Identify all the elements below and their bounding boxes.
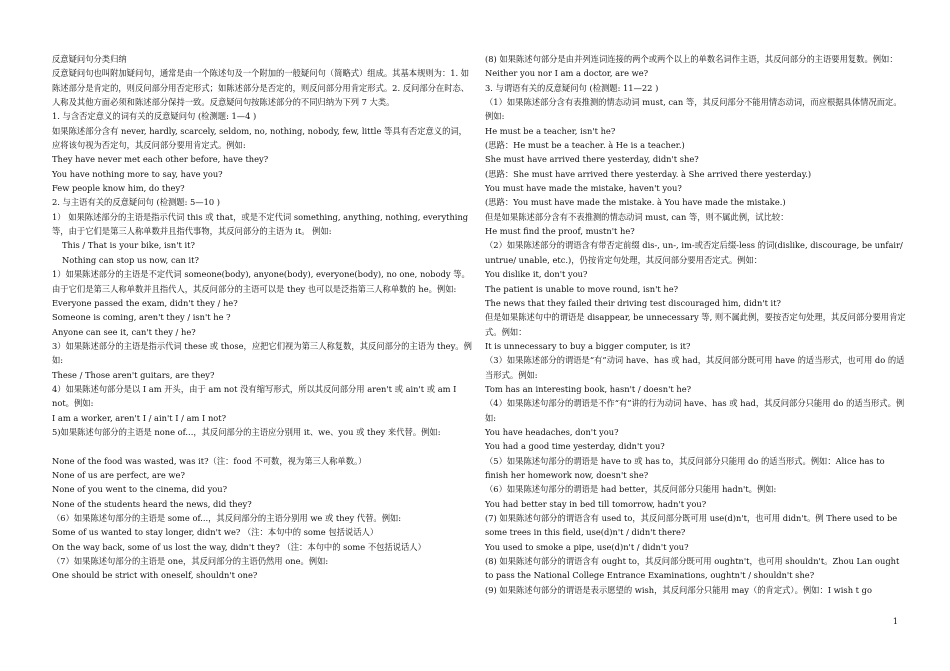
text-line: 反意疑问句分类归纳 [52,54,127,64]
text-line: （2）如果陈述部分的谓语含有带否定前缀 dis-, un-, im-或否定后缀-less 的词(dislike, discourage, be unfair/ untrue/ unable, etc.)，仍按肯定句处理，其反问部分要用否定式。例如： [485,240,903,265]
text-line: 4）如果陈述句部分是以 I am 开头，由于 am not 没有缩写形式，所以其反问部分用 aren't 或 ain't 或 am I not。例如: [52,383,457,409]
text-line: 但是如果陈述部分含有不表推测的情态动词 must, can 等，则不属此例，试比较： [485,211,789,222]
text-line: 反意疑问句也叫附加疑问句，通常是由一个陈述句及一个附加的一般疑问句（简略式）组成。其基本规则为：1. 如陈述部分是肯定的，则反问部分用否定形式；如陈述部分是否定的，则反问部分用肯定形式。2. 反问部分在时态、人称及其他方面必须和陈述部分保持一致。反意疑问句按陈述部分的不同归纳为下列 7 大类。 [52,68,470,108]
text-line: Everyone passed the exam, didn't they / he? [52,297,238,308]
text-line: Someone is coming, aren't they / isn't he ? [52,312,231,323]
text-line: （1）如果陈述部分含有表推测的情态动词 must, can 等，其反问部分不能用情态动词，而应根据具体情况而定。例如: [485,97,902,122]
text-line: You must have made the mistake, haven't you? [485,183,682,194]
text-line: （6）如果陈述句部分的谓语是 had better，其反问部分只能用 hadn't。例如: [485,484,777,495]
text-line: （7）如果陈述句部分的主语是 one，其反问部分的主语仍然用 one。例如: [52,556,329,567]
text-line: None of the food was wasted, was it?（注：food 不可数，视为第三人称单数。） [52,455,367,466]
text-line: Tom has an interesting book, hasn't / doesn't he? [485,383,692,394]
text-line: I am a worker, aren't I / ain't I / am I not? [52,412,227,423]
text-line: Neither you nor I am a doctor, are we? [485,68,649,79]
text-line: (8) 如果陈述句部分的谓语含有 ought to，其反问部分既可用 oughtn't，也可用 shouldn't。Zhou Lan ought to pass the National College Entrance Examinations, oughtn't / shouldn't she? [485,556,900,581]
text-line: 如果陈述部分含有 never, hardly, scarcely, seldom, no, nothing, nobody, few, little 等具有否定意义的词，应将该句视为否定句，其反问部分要用肯定式。例如: [52,125,467,151]
text-line: None of you went to the cinema, did you? [52,484,228,495]
text-line: (思路：You must have made the mistake. à You have made the mistake.) [485,197,786,208]
text-line: (思路：He must be a teacher. à He is a teacher.) [485,140,685,151]
text-line: （6）如果陈述句部分的主语是 some of...，其反问部分的主语分别用 we 或 they 代替。例如: [52,513,402,523]
text-line: 1. 与含否定意义的词有关的反意疑问句 (检测题: 1—4 ) [52,111,257,122]
text-line: （3）如果陈述部分的谓语是“有”动词 have、has 或 had，其反问部分既可用 have 的适当形式，也可用 do 的适当形式。例如: [485,355,905,380]
text-line: (9) 如果陈述句部分的谓语是表示愿望的 wish，其反问部分只能用 may（的肯定式）。例如：I wish t go [485,584,872,595]
text-line: The patient is unable to move round, isn't he? [485,283,679,294]
text-line: On the way back, some of us lost the way, didn't they? （注：本句中的 some 不包括说话人） [52,541,426,552]
text-line: (思路：She must have arrived there yesterday. à She arrived there yesterday.) [485,168,812,179]
text-line: 1） 如果陈述部分的主语是指示代词 this 或 that，或是不定代词 something, anything, nothing, everything 等，由于它们是第三人称单数并且指代事物，其反问部分的主语为 it。 例如: [52,211,469,237]
text-line: He must find the proof, mustn't he? [485,226,635,237]
text-line: 但是如果陈述句中的谓语是 disappear, be unnecessary 等, 则不属此例，要按否定句处理，其反问部分要用肯定式。例如： [485,312,906,337]
text-line: None of the students heard the news, did they? [52,498,252,509]
text-line: 2. 与主语有关的反意疑问句 (检测题: 5—10 ) [52,197,221,208]
text-line: Some of us wanted to stay longer, didn't we? （注：本句中的 some 包括说话人） [52,527,379,538]
text-line: These / Those aren't guitars, are they? [52,369,215,380]
text-line: 1）如果陈述部分的主语是不定代词 someone(body), anyone(body), everyone(body), no one, nobody 等。由于它们是第三人称单数并且指代人，其反问部分的主语可以是 they 也可以是泛指第三人称单数的 he。例如: [52,269,470,294]
text-line: You dislike it, don't you? [485,269,588,280]
text-line: You have headaches, don't you? [485,426,619,437]
blank-line [52,439,474,453]
text-line: You had better stay in bed till tomorrow, hadn't you? [485,498,707,509]
text-line: (7) 如果陈述句部分的谓语含有 used to，其反问部分既可用 use(d)n't，也可用 didn't。例 There used to be some trees in this field, use(d)n't / didn't there? [485,513,898,538]
text-line: 5)如果陈述句部分的主语是 none of...，其反问部分的主语应分别用 it、we、you 或 they 来代替。例如: [52,426,441,437]
text-line: (8) 如果陈述句部分是由并列连词连接的两个或两个以上的单数名词作主语，其反问部分的主语要用复数。例如： [485,54,898,64]
text-line: The news that they failed their driving test discouraged him, didn't it? [485,297,781,308]
text-line: This / That is your bike, isn't it? [62,240,195,251]
text-line: （5）如果陈述句部分的谓语是 have to 或 has to，其反问部分只能用 do 的适当形式。例如：Alice has to finish her homework now, doesn't she? [485,455,885,480]
text-line: （4）如果陈述句部分的谓语是不作“有”讲的行为动词 have、has 或 had，其反问部分只能用 do 的适当形式。例如: [485,398,905,423]
text-line: You had a good time yesterday, didn't you? [485,441,665,452]
page-number: 1 [892,617,898,626]
text-line: She must have arrived there yesterday, didn't she? [485,154,699,165]
text-line: They have never met each other before, have they? [52,154,269,165]
text-line: 3）如果陈述部分的主语是指示代词 these 或 those，应把它们视为第三人称复数，其反问部分的主语为 they。例如: [52,340,472,366]
right-column [485,52,907,597]
text-line: You used to smoke a pipe, use(d)n't / didn't you? [485,541,689,552]
text-line: He must be a teacher, isn't he? [485,125,616,136]
text-line: It is unnecessary to buy a bigger computer, is it? [485,340,691,351]
text-line: 3. 与谓语有关的反意疑问句 (检测题: 11—22 ) [485,82,659,93]
text-line: Anyone can see it, can't they / he? [52,326,196,337]
text-line: One should be strict with oneself, shouldn't one? [52,570,258,581]
text-line: Few people know him, do they? [52,183,185,194]
text-line: None of us are perfect, are we? [52,469,185,480]
text-line: You have nothing more to say, have you? [52,168,223,179]
text-line: Nothing can stop us now, can it? [62,254,199,265]
left-column [52,52,474,583]
